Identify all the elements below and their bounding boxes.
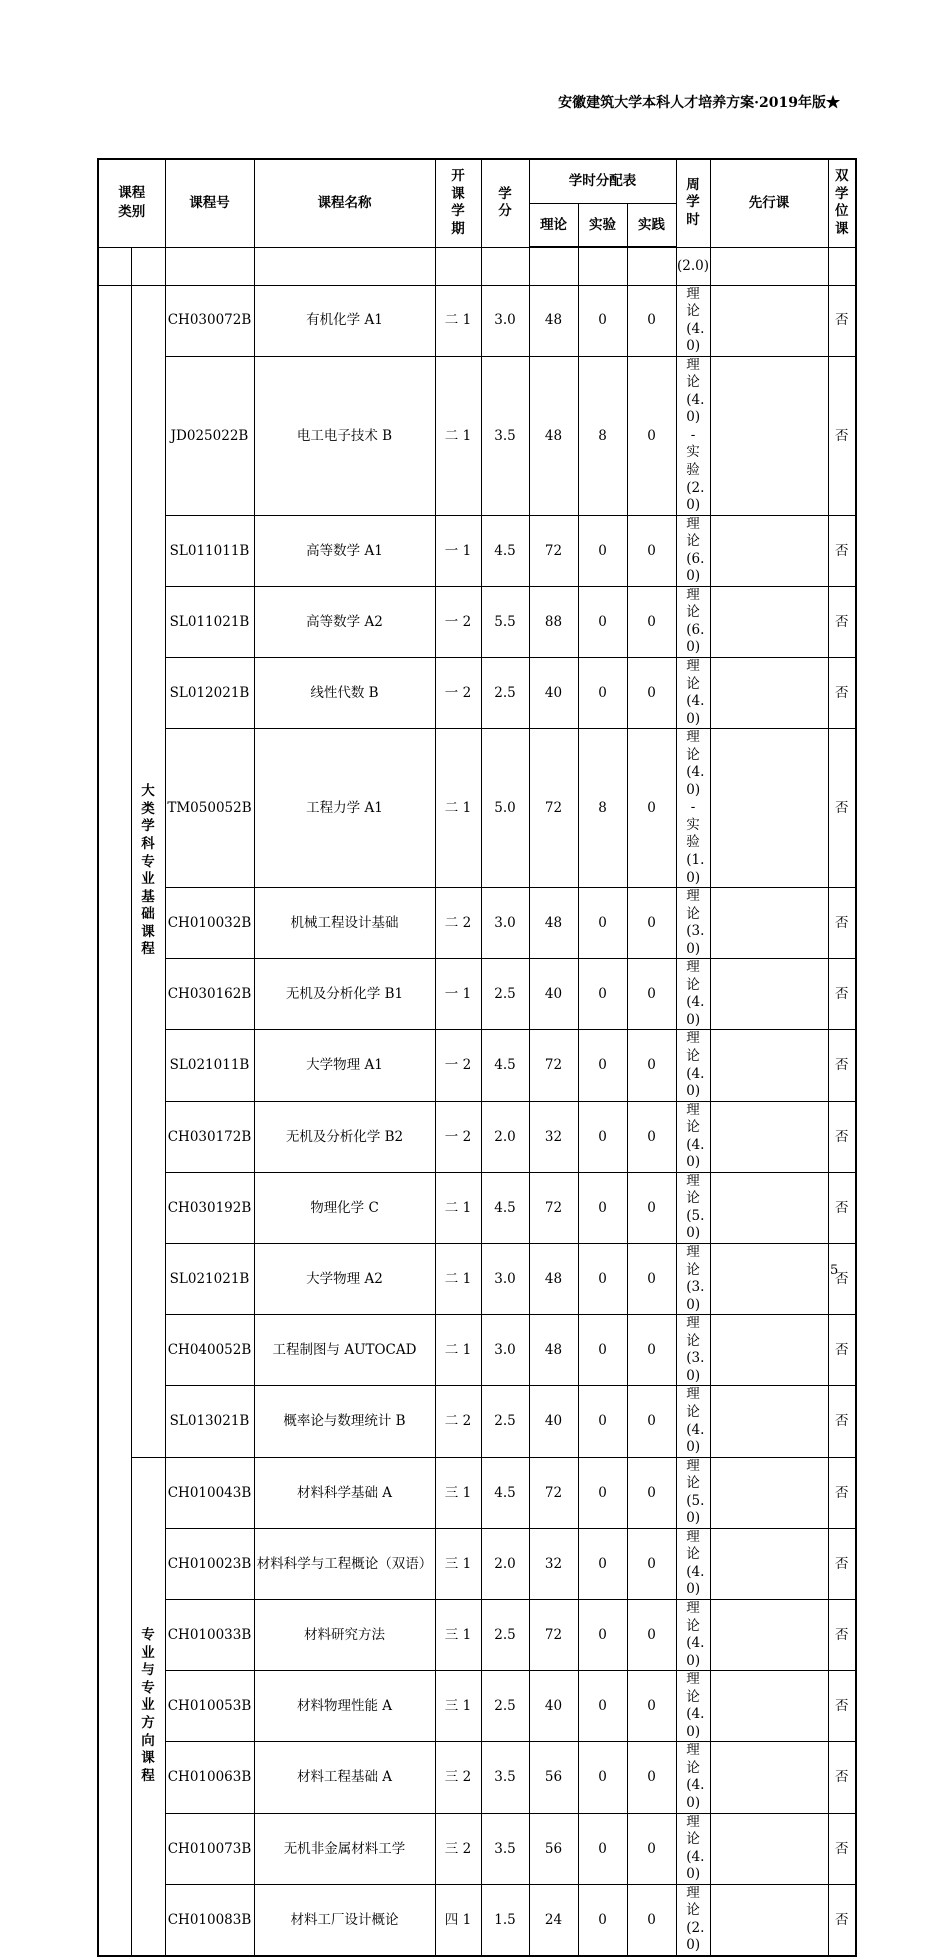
credits: 2.5 bbox=[481, 1671, 529, 1742]
weekly-hours: 理论(4.0) bbox=[676, 1528, 710, 1599]
document-header: 安徽建筑大学本科人才培养方案·2019年版★ bbox=[558, 95, 840, 111]
table-row bbox=[98, 1101, 856, 1172]
semester: 二 1 bbox=[435, 1244, 481, 1315]
course-name: 概率论与数理统计 B bbox=[254, 1386, 435, 1457]
weekly-hours: 理论(3.0) bbox=[676, 1315, 710, 1386]
semester: 四 1 bbox=[435, 1884, 481, 1956]
category-blank-column bbox=[98, 285, 131, 1956]
theory-hours: 48 bbox=[529, 888, 578, 959]
practice-hours: 0 bbox=[627, 729, 676, 888]
experiment-hours: 0 bbox=[578, 888, 627, 959]
table-row bbox=[98, 657, 856, 728]
prerequisite bbox=[710, 1599, 828, 1670]
double-degree: 否 bbox=[828, 1742, 856, 1813]
weekly-hours: 理论(4.0) bbox=[676, 959, 710, 1030]
experiment-hours: 0 bbox=[578, 1457, 627, 1528]
course-name: 材料工程基础 A bbox=[254, 1742, 435, 1813]
course-code: CH010043B bbox=[165, 1457, 254, 1528]
practice-hours: 0 bbox=[627, 1172, 676, 1243]
theory-hours: 56 bbox=[529, 1742, 578, 1813]
table-row bbox=[98, 1244, 856, 1315]
course-code: SL013021B bbox=[165, 1386, 254, 1457]
header-course-code: 课程号 bbox=[165, 159, 254, 247]
credits: 3.0 bbox=[481, 1244, 529, 1315]
table-row bbox=[98, 1671, 856, 1742]
practice-hours: 0 bbox=[627, 1813, 676, 1884]
table-row bbox=[98, 729, 856, 888]
curriculum-table bbox=[97, 158, 857, 1957]
experiment-hours: 0 bbox=[578, 959, 627, 1030]
prerequisite bbox=[710, 285, 828, 356]
practice-hours: 0 bbox=[627, 1315, 676, 1386]
practice-hours: 0 bbox=[627, 1742, 676, 1813]
course-name: 大学物理 A1 bbox=[254, 1030, 435, 1101]
prerequisite bbox=[710, 1172, 828, 1243]
theory-hours: 56 bbox=[529, 1813, 578, 1884]
course-name: 无机及分析化学 B2 bbox=[254, 1101, 435, 1172]
theory-hours: 72 bbox=[529, 1457, 578, 1528]
course-name: 高等数学 A2 bbox=[254, 586, 435, 657]
weekly-hours: 理论(4.0) bbox=[676, 1742, 710, 1813]
practice-hours: 0 bbox=[627, 1599, 676, 1670]
semester: 一 2 bbox=[435, 1030, 481, 1101]
experiment-hours: 0 bbox=[578, 1315, 627, 1386]
table-row bbox=[98, 586, 856, 657]
credits: 3.0 bbox=[481, 1315, 529, 1386]
double-degree: 否 bbox=[828, 1884, 856, 1956]
header-experiment: 实验 bbox=[578, 203, 627, 247]
theory-hours: 72 bbox=[529, 1030, 578, 1101]
course-name: 工程力学 A1 bbox=[254, 729, 435, 888]
semester: 三 1 bbox=[435, 1528, 481, 1599]
experiment-hours: 0 bbox=[578, 515, 627, 586]
practice-hours: 0 bbox=[627, 1884, 676, 1956]
experiment-hours: 0 bbox=[578, 1528, 627, 1599]
semester: 二 2 bbox=[435, 1386, 481, 1457]
semester: 三 1 bbox=[435, 1457, 481, 1528]
theory-hours: 72 bbox=[529, 1599, 578, 1670]
double-degree: 否 bbox=[828, 515, 856, 586]
theory-hours: 88 bbox=[529, 586, 578, 657]
double-degree: 否 bbox=[828, 729, 856, 888]
prerequisite bbox=[710, 888, 828, 959]
practice-hours: 0 bbox=[627, 1457, 676, 1528]
course-name: 材料工厂设计概论 bbox=[254, 1884, 435, 1956]
credits: 4.5 bbox=[481, 515, 529, 586]
practice-hours: 0 bbox=[627, 959, 676, 1030]
practice-hours: 0 bbox=[627, 657, 676, 728]
practice-hours: 0 bbox=[627, 1671, 676, 1742]
credits: 2.0 bbox=[481, 1528, 529, 1599]
credits: 3.5 bbox=[481, 1742, 529, 1813]
experiment-hours: 0 bbox=[578, 1671, 627, 1742]
experiment-hours: 8 bbox=[578, 356, 627, 515]
experiment-hours: 0 bbox=[578, 1101, 627, 1172]
double-degree: 否 bbox=[828, 1813, 856, 1884]
theory-hours: 48 bbox=[529, 285, 578, 356]
theory-hours: 48 bbox=[529, 356, 578, 515]
prerequisite bbox=[710, 1528, 828, 1599]
table-row bbox=[98, 1172, 856, 1243]
course-code: TM050052B bbox=[165, 729, 254, 888]
credits: 1.5 bbox=[481, 1884, 529, 1956]
practice-hours: 0 bbox=[627, 285, 676, 356]
practice-hours: 0 bbox=[627, 1030, 676, 1101]
course-name: 无机非金属材料工学 bbox=[254, 1813, 435, 1884]
semester: 三 1 bbox=[435, 1599, 481, 1670]
prerequisite bbox=[710, 515, 828, 586]
table-row bbox=[98, 1599, 856, 1670]
header-credits: 学分 bbox=[481, 159, 529, 247]
experiment-hours: 0 bbox=[578, 285, 627, 356]
theory-hours: 48 bbox=[529, 1244, 578, 1315]
header-semester: 开课学期 bbox=[435, 159, 481, 247]
semester: 二 2 bbox=[435, 888, 481, 959]
double-degree: 否 bbox=[828, 1671, 856, 1742]
semester: 一 2 bbox=[435, 1101, 481, 1172]
theory-hours: 40 bbox=[529, 1386, 578, 1457]
theory-hours: 48 bbox=[529, 1315, 578, 1386]
course-code: SL021021B bbox=[165, 1244, 254, 1315]
table-row bbox=[98, 1742, 856, 1813]
prerequisite bbox=[710, 1884, 828, 1956]
practice-hours: 0 bbox=[627, 515, 676, 586]
weekly-hours: 理论(4.0) bbox=[676, 1671, 710, 1742]
theory-hours: 72 bbox=[529, 729, 578, 888]
weekly-hours: 理论(2.0) bbox=[676, 1884, 710, 1956]
prerequisite bbox=[710, 586, 828, 657]
double-degree: 否 bbox=[828, 1457, 856, 1528]
prerequisite bbox=[710, 959, 828, 1030]
double-degree: 否 bbox=[828, 1315, 856, 1386]
weekly-hours: 理论(6.0) bbox=[676, 515, 710, 586]
course-code: CH030172B bbox=[165, 1101, 254, 1172]
practice-hours: 0 bbox=[627, 1101, 676, 1172]
credits: 5.5 bbox=[481, 586, 529, 657]
double-degree: 否 bbox=[828, 959, 856, 1030]
prerequisite bbox=[710, 1386, 828, 1457]
prerequisite bbox=[710, 1457, 828, 1528]
category-label: 大类学科专业基础课程 bbox=[131, 285, 165, 1457]
experiment-hours: 0 bbox=[578, 1599, 627, 1670]
double-degree: 否 bbox=[828, 1386, 856, 1457]
header-hours-group: 学时分配表 bbox=[529, 159, 676, 203]
theory-hours: 40 bbox=[529, 959, 578, 1030]
semester: 三 1 bbox=[435, 1671, 481, 1742]
credits: 4.5 bbox=[481, 1172, 529, 1243]
header-double-degree: 双学位课 bbox=[828, 159, 856, 247]
theory-hours: 72 bbox=[529, 515, 578, 586]
course-name: 有机化学 A1 bbox=[254, 285, 435, 356]
semester: 三 2 bbox=[435, 1813, 481, 1884]
course-code: CH010063B bbox=[165, 1742, 254, 1813]
course-code: JD025022B bbox=[165, 356, 254, 515]
course-name: 线性代数 B bbox=[254, 657, 435, 728]
weekly-hours: 理论(4.0)-实验(1.0) bbox=[676, 729, 710, 888]
credits: 3.5 bbox=[481, 356, 529, 515]
double-degree: 否 bbox=[828, 1528, 856, 1599]
practice-hours: 0 bbox=[627, 356, 676, 515]
table-row bbox=[98, 1030, 856, 1101]
experiment-hours: 0 bbox=[578, 1742, 627, 1813]
header-course-name: 课程名称 bbox=[254, 159, 435, 247]
course-name: 材料研究方法 bbox=[254, 1599, 435, 1670]
header-prerequisite: 先行课 bbox=[710, 159, 828, 247]
table-row bbox=[98, 247, 856, 285]
weekly-hours: 理论(4.0)-实验(2.0) bbox=[676, 356, 710, 515]
prerequisite bbox=[710, 356, 828, 515]
semester: 一 1 bbox=[435, 515, 481, 586]
semester: 二 1 bbox=[435, 729, 481, 888]
prerequisite bbox=[710, 1101, 828, 1172]
course-code: CH030192B bbox=[165, 1172, 254, 1243]
credits: 2.5 bbox=[481, 657, 529, 728]
course-name: 无机及分析化学 B1 bbox=[254, 959, 435, 1030]
double-degree: 否 bbox=[828, 657, 856, 728]
course-code: SL011011B bbox=[165, 515, 254, 586]
weekly-hours: 理论(4.0) bbox=[676, 657, 710, 728]
table-row bbox=[98, 1813, 856, 1884]
course-name: 电工电子技术 B bbox=[254, 356, 435, 515]
theory-hours: 40 bbox=[529, 1671, 578, 1742]
table-row bbox=[98, 1386, 856, 1457]
double-degree: 否 bbox=[828, 1101, 856, 1172]
experiment-hours: 0 bbox=[578, 1813, 627, 1884]
header-weekly-hours: 周学时 bbox=[676, 159, 710, 247]
semester: 二 1 bbox=[435, 285, 481, 356]
weekly-hours: 理论(4.0) bbox=[676, 1101, 710, 1172]
table-row bbox=[98, 285, 856, 356]
weekly-hours: 理论(6.0) bbox=[676, 586, 710, 657]
double-degree: 否 bbox=[828, 356, 856, 515]
practice-hours: 0 bbox=[627, 1386, 676, 1457]
prerequisite bbox=[710, 1244, 828, 1315]
experiment-hours: 0 bbox=[578, 1172, 627, 1243]
credits: 3.0 bbox=[481, 285, 529, 356]
table-row bbox=[98, 356, 856, 515]
weekly-hours: 理论(5.0) bbox=[676, 1457, 710, 1528]
weekly-hours-cell: (2.0) bbox=[676, 247, 710, 285]
course-code: CH010032B bbox=[165, 888, 254, 959]
page-number: 5 bbox=[830, 1263, 839, 1278]
weekly-hours: 理论(4.0) bbox=[676, 1599, 710, 1670]
table-row bbox=[98, 1457, 856, 1528]
credits: 4.5 bbox=[481, 1457, 529, 1528]
weekly-hours: 理论(3.0) bbox=[676, 888, 710, 959]
category-blank-cell bbox=[98, 247, 131, 285]
course-code: CH030072B bbox=[165, 285, 254, 356]
course-name: 大学物理 A2 bbox=[254, 1244, 435, 1315]
course-code: SL011021B bbox=[165, 586, 254, 657]
course-code: CH010083B bbox=[165, 1884, 254, 1956]
course-code: CH010033B bbox=[165, 1599, 254, 1670]
double-degree: 否 bbox=[828, 888, 856, 959]
credits: 4.5 bbox=[481, 1030, 529, 1101]
theory-hours: 40 bbox=[529, 657, 578, 728]
practice-hours: 0 bbox=[627, 586, 676, 657]
practice-hours: 0 bbox=[627, 888, 676, 959]
experiment-hours: 0 bbox=[578, 657, 627, 728]
semester: 二 1 bbox=[435, 1315, 481, 1386]
double-degree: 否 bbox=[828, 1030, 856, 1101]
table-row bbox=[98, 515, 856, 586]
course-code: CH010073B bbox=[165, 1813, 254, 1884]
experiment-hours: 0 bbox=[578, 1030, 627, 1101]
semester: 一 2 bbox=[435, 586, 481, 657]
practice-hours: 0 bbox=[627, 1244, 676, 1315]
semester: 二 1 bbox=[435, 1172, 481, 1243]
semester: 一 1 bbox=[435, 959, 481, 1030]
header-theory: 理论 bbox=[529, 203, 578, 247]
prerequisite bbox=[710, 1742, 828, 1813]
weekly-hours: 理论(4.0) bbox=[676, 1386, 710, 1457]
table-row bbox=[98, 1315, 856, 1386]
course-code: CH030162B bbox=[165, 959, 254, 1030]
course-code: SL021011B bbox=[165, 1030, 254, 1101]
course-code: CH040052B bbox=[165, 1315, 254, 1386]
semester: 一 2 bbox=[435, 657, 481, 728]
table-row bbox=[98, 1884, 856, 1956]
course-name: 材料科学基础 A bbox=[254, 1457, 435, 1528]
double-degree: 否 bbox=[828, 285, 856, 356]
table-row bbox=[98, 888, 856, 959]
experiment-hours: 0 bbox=[578, 1884, 627, 1956]
practice-hours: 0 bbox=[627, 1528, 676, 1599]
credits: 2.5 bbox=[481, 1386, 529, 1457]
prerequisite bbox=[710, 1671, 828, 1742]
experiment-hours: 0 bbox=[578, 1386, 627, 1457]
credits: 2.5 bbox=[481, 1599, 529, 1670]
prerequisite bbox=[710, 1813, 828, 1884]
theory-hours: 32 bbox=[529, 1101, 578, 1172]
semester: 三 2 bbox=[435, 1742, 481, 1813]
header-practice: 实践 bbox=[627, 203, 676, 247]
weekly-hours: 理论(5.0) bbox=[676, 1172, 710, 1243]
double-degree: 否 bbox=[828, 586, 856, 657]
course-code: CH010023B bbox=[165, 1528, 254, 1599]
weekly-hours: 理论(4.0) bbox=[676, 1813, 710, 1884]
course-name: 物理化学 C bbox=[254, 1172, 435, 1243]
prerequisite bbox=[710, 1030, 828, 1101]
credits: 3.5 bbox=[481, 1813, 529, 1884]
weekly-hours: 理论(3.0) bbox=[676, 1244, 710, 1315]
semester: 二 1 bbox=[435, 356, 481, 515]
credits: 2.5 bbox=[481, 959, 529, 1030]
table-row bbox=[98, 959, 856, 1030]
course-code: CH010053B bbox=[165, 1671, 254, 1742]
prerequisite bbox=[710, 729, 828, 888]
theory-hours: 72 bbox=[529, 1172, 578, 1243]
category-label: 专业与专业方向课程 bbox=[131, 1457, 165, 1956]
course-name: 机械工程设计基础 bbox=[254, 888, 435, 959]
course-code: SL012021B bbox=[165, 657, 254, 728]
double-degree: 否 bbox=[828, 1172, 856, 1243]
course-name: 高等数学 A1 bbox=[254, 515, 435, 586]
experiment-hours: 8 bbox=[578, 729, 627, 888]
experiment-hours: 0 bbox=[578, 1244, 627, 1315]
course-name: 工程制图与 AUTOCAD bbox=[254, 1315, 435, 1386]
credits: 2.0 bbox=[481, 1101, 529, 1172]
theory-hours: 24 bbox=[529, 1884, 578, 1956]
course-name: 材料物理性能 A bbox=[254, 1671, 435, 1742]
course-name: 材料科学与工程概论（双语） bbox=[254, 1528, 435, 1599]
weekly-hours: 理论(4.0) bbox=[676, 1030, 710, 1101]
table-row bbox=[98, 1528, 856, 1599]
credits: 5.0 bbox=[481, 729, 529, 888]
prerequisite bbox=[710, 657, 828, 728]
theory-hours: 32 bbox=[529, 1528, 578, 1599]
double-degree: 否 bbox=[828, 1599, 856, 1670]
header-category: 课程类别 bbox=[98, 159, 165, 247]
credits: 3.0 bbox=[481, 888, 529, 959]
double-degree: 否 bbox=[828, 1244, 856, 1315]
weekly-hours: 理论(4.0) bbox=[676, 285, 710, 356]
experiment-hours: 0 bbox=[578, 586, 627, 657]
prerequisite bbox=[710, 1315, 828, 1386]
